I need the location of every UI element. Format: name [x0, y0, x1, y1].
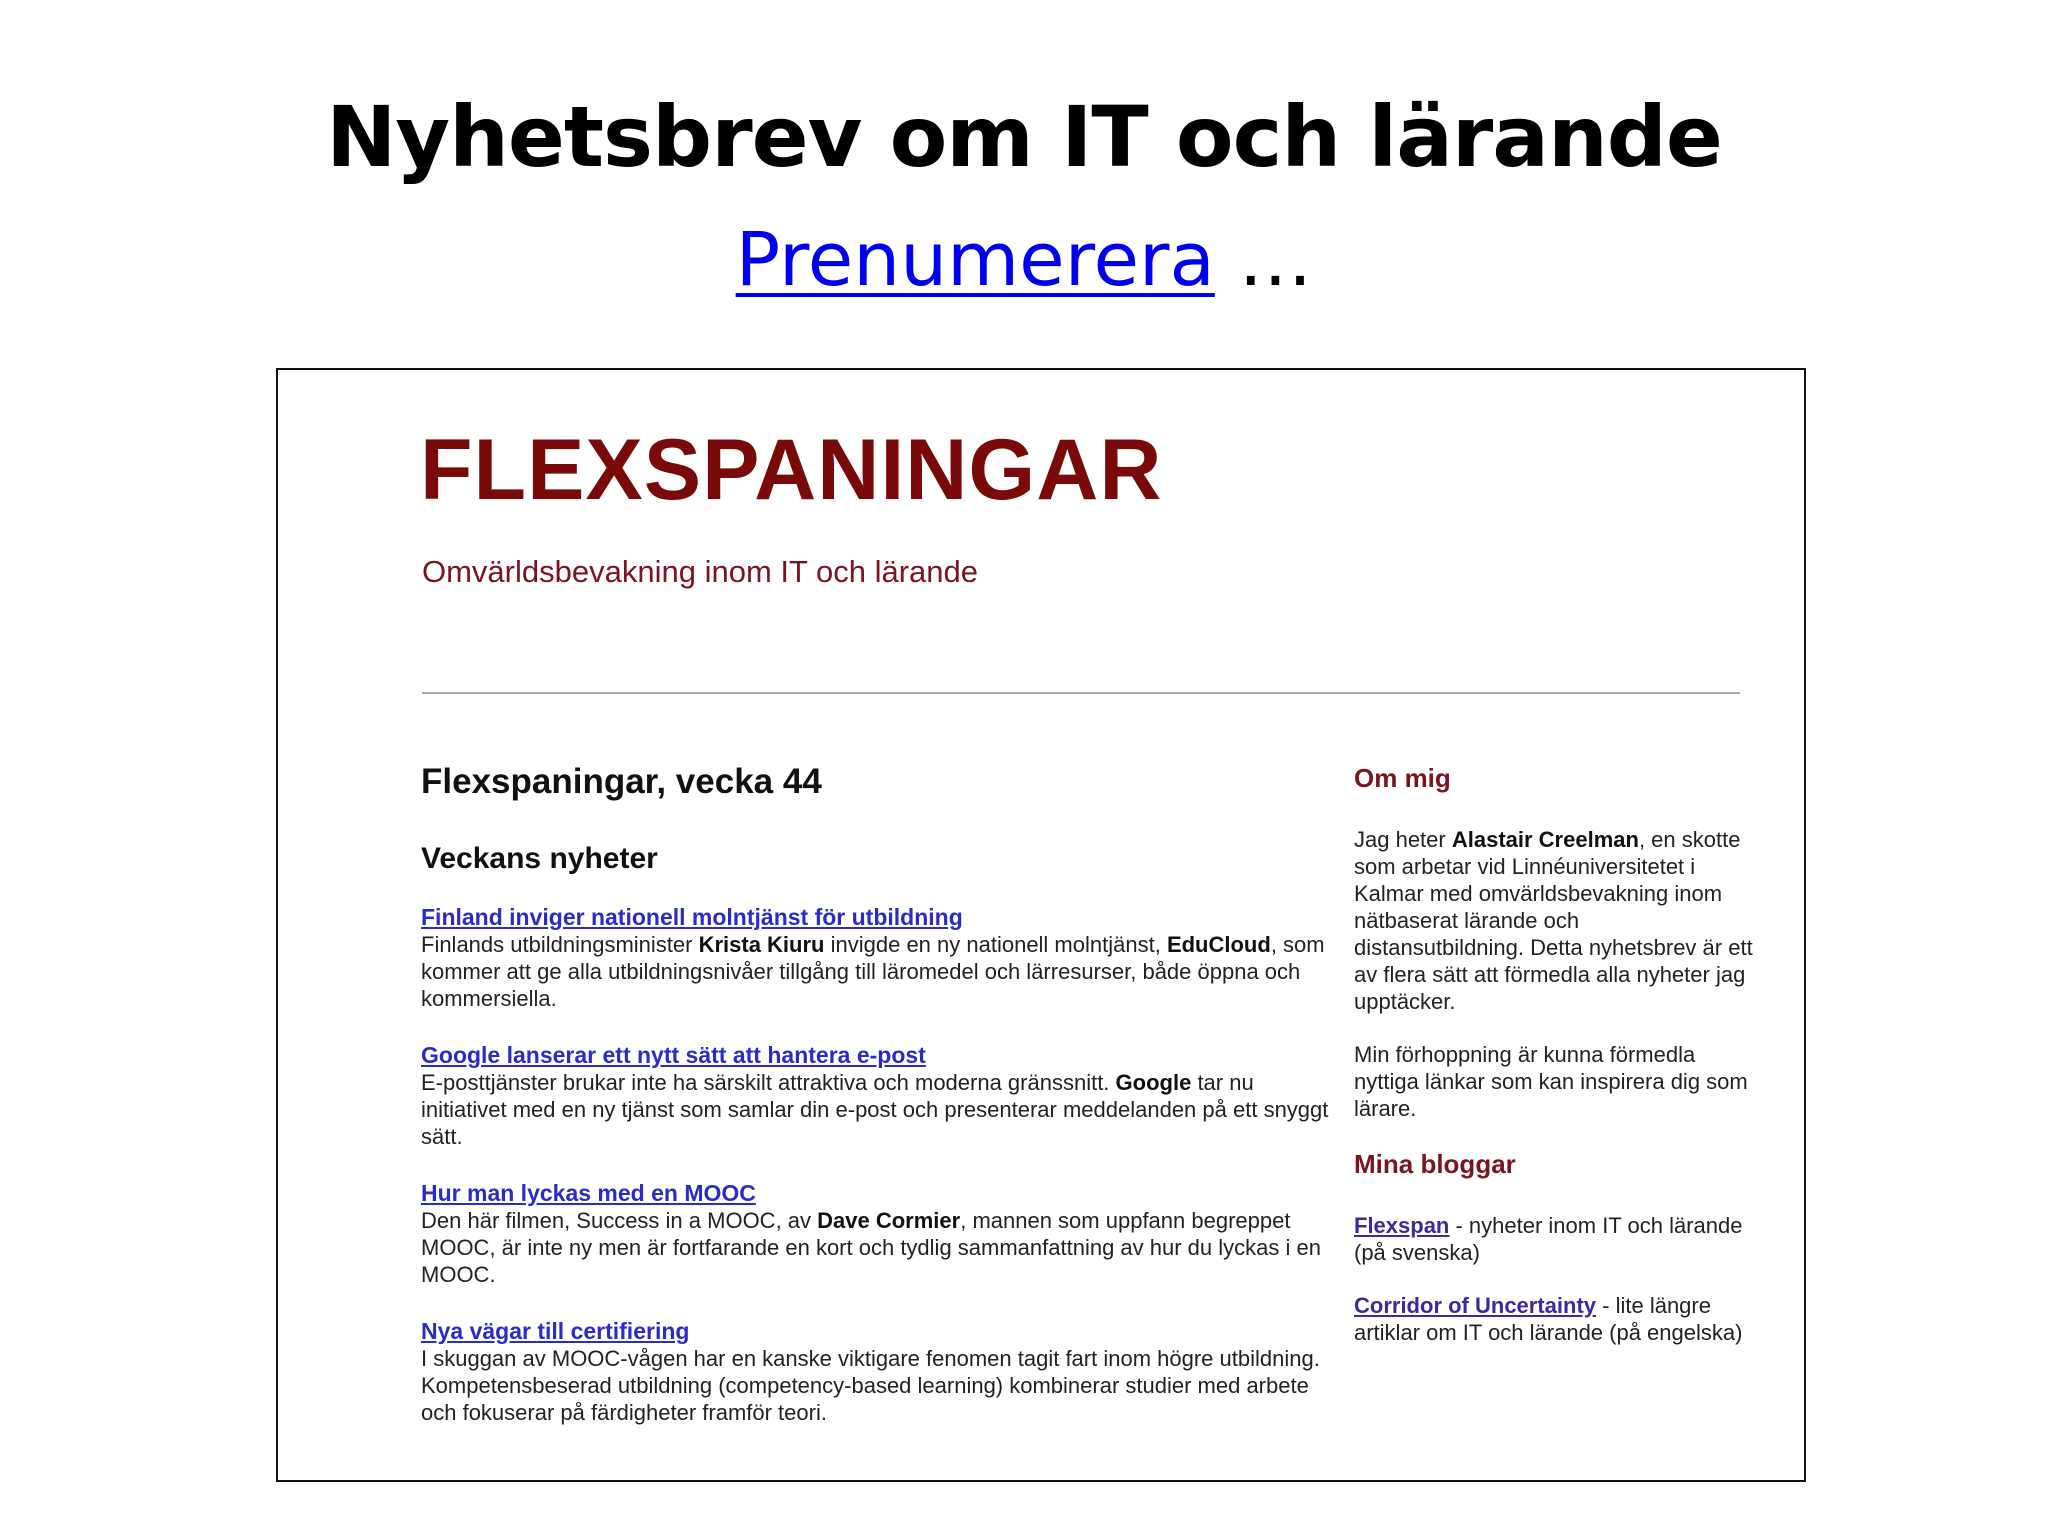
news-item-text: E-posttjänster brukar inte ha särskilt attraktiva och moderna gränssnitt. Google tar nu initiativet med en ny tjänst som samlar din e-post och presenterar meddelanden på ett snyggt sätt. — [421, 1070, 1329, 1149]
blog-link-flexspan[interactable]: Flexspan — [1354, 1213, 1450, 1238]
newsletter-tagline: Omvärldsbevakning inom IT och lärande — [422, 554, 978, 589]
news-item — [421, 904, 1341, 1012]
blogs-title: Mina bloggar — [1354, 1149, 1516, 1179]
about-title: Om mig — [1354, 763, 1451, 793]
news-item — [421, 1042, 1341, 1150]
section-title: Veckans nyheter — [421, 842, 658, 875]
subscribe-link[interactable]: Prenumerera — [735, 217, 1215, 303]
hope-text: Min förhoppning är kunna förmedla nyttiga länkar som kan inspirera dig som lärare. — [1354, 1042, 1748, 1121]
news-item-link[interactable]: Google lanserar ett nytt sätt att hantera e-post — [421, 1042, 926, 1068]
news-item — [421, 1180, 1341, 1288]
news-item-text: Finlands utbildningsminister Krista Kiuru invigde en ny nationell molntjänst, EduCloud, som kommer att ge alla utbildningsnivåer tillgång till läromedel och lärresurser, både öppna och kommersiella. — [421, 932, 1325, 1011]
blog-link-corridor[interactable]: Corridor of Uncertainty — [1354, 1293, 1597, 1318]
newsletter-screenshot — [276, 368, 1806, 1482]
header-divider — [422, 692, 1740, 694]
news-item-link[interactable]: Hur man lyckas med en MOOC — [421, 1180, 756, 1206]
news-item-text: I skuggan av MOOC-vågen har en kanske viktigare fenomen tagit fart inom högre utbildning. Kompetensbeserad utbildning (competency-based learning) kombinerar studier med arbete och fokuserar på färdigheter framför teori. — [421, 1346, 1320, 1425]
blog-item: Flexspan - nyheter inom IT och lärande (på svenska) — [1354, 1213, 1743, 1265]
news-item-text: Den här filmen, Success in a MOOC, av Dave Cormier, mannen som uppfann begreppet MOOC, är inte ny men är fortfarande en kort och tydlig sammanfattning av hur du lyckas i en MOOC. — [421, 1208, 1321, 1287]
newsletter-brand: FLEXSPANINGAR — [420, 422, 1163, 518]
issue-title: Flexspaningar, vecka 44 — [421, 762, 822, 801]
main-column — [421, 760, 1341, 1456]
about-text: Jag heter Alastair Creelman, en skotte som arbetar vid Linnéuniversitetet i Kalmar med omvärldsbevakning inom nätbaserat lärande och distansutbildning. Detta nyhetsbrev är ett av flera sätt att förmedla alla nyheter jag upptäcker. — [1354, 827, 1753, 1014]
subtitle-ellipsis: … — [1214, 217, 1313, 303]
sidebar — [1354, 762, 1754, 1372]
news-item-link[interactable]: Finland inviger nationell molntjänst för utbildning — [421, 904, 963, 930]
news-item-link[interactable]: Nya vägar till certifiering — [421, 1318, 690, 1344]
news-item — [421, 1318, 1341, 1426]
slide-subtitle — [0, 212, 2048, 308]
slide-title: Nyhetsbrev om IT och lärande — [326, 88, 1722, 186]
blog-item: Corridor of Uncertainty - lite längre artiklar om IT och lärande (på engelska) — [1354, 1293, 1743, 1345]
author-name: Alastair Creelman — [1451, 827, 1639, 852]
